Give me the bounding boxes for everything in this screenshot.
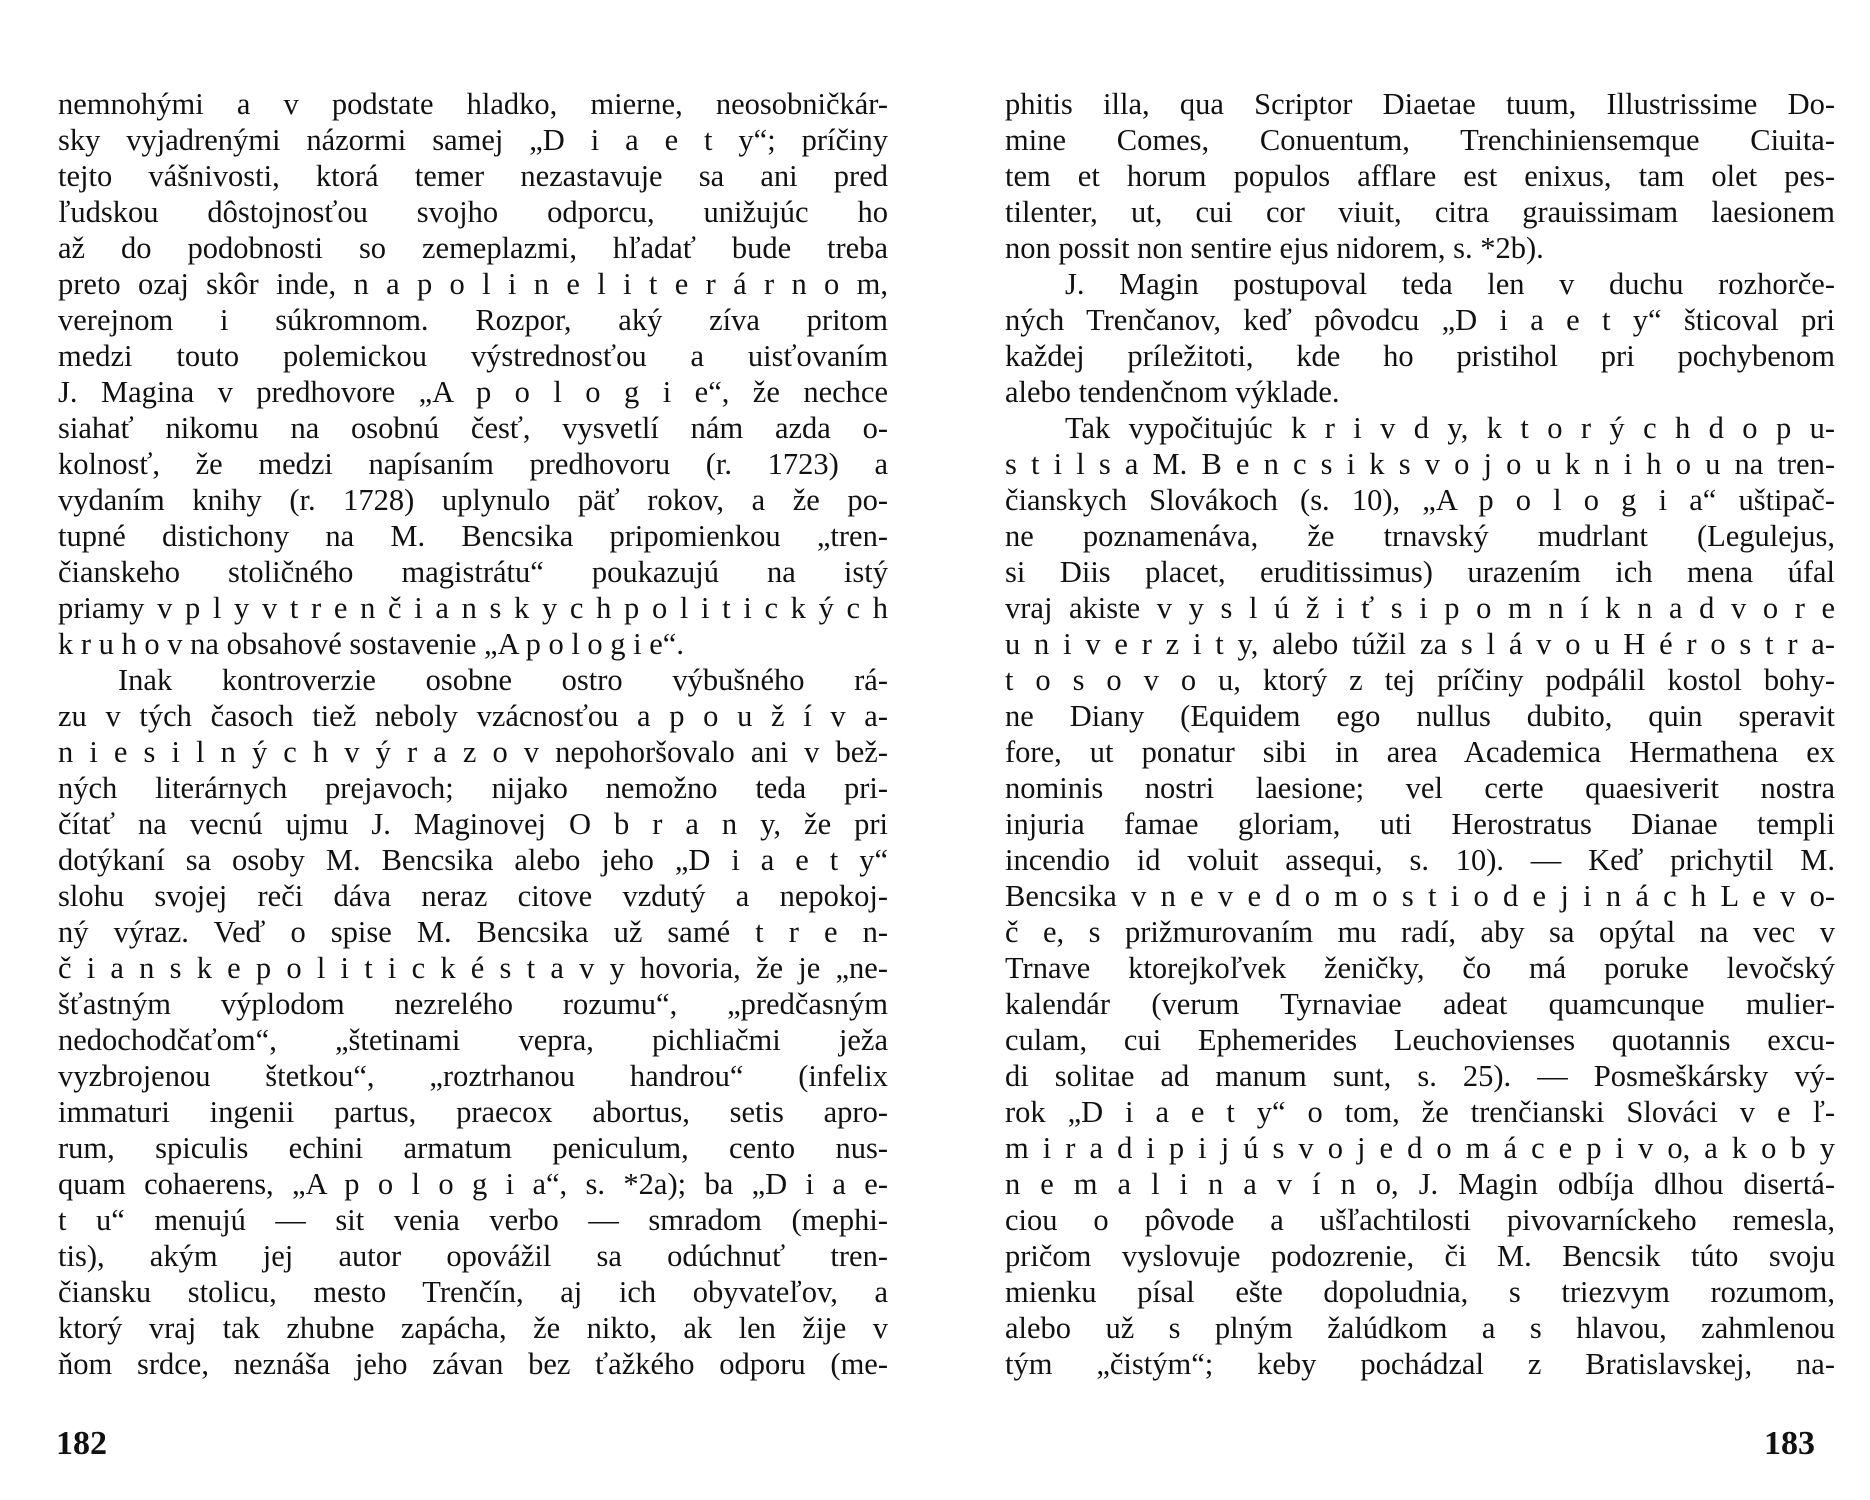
text-line: každej príležitoti, kde ho pristihol pri pochybenom (1005, 339, 1835, 373)
text-line: Bencsika v n e v e d o m o s t i o d e j i n á c h L e v o- (1005, 879, 1835, 913)
text-line: čiansku stolicu, mesto Trenčín, aj ich obyvateľov, a (58, 1275, 888, 1309)
text-line: kolnosť, že medzi napísaním predhovoru (r. 1723) a (58, 447, 888, 481)
left-page-number: 182 (56, 1425, 107, 1462)
text-line: vyzbrojenou štetkou“, „roztrhanou handrou“ (infelix (58, 1059, 888, 1093)
text-line: mienku písal ešte dopoludnia, s triezvym rozumom, (1005, 1275, 1835, 1309)
text-line: t o s o v o u, ktorý z tej príčiny podpálil kostol bohy- (1005, 663, 1835, 697)
text-line: si Diis placet, eruditissimus) urazením ich mena úfal (1005, 555, 1835, 589)
text-line: ktorý vraj tak zhubne zapácha, že nikto, ak len žije v (58, 1311, 888, 1345)
text-line: č e, s prižmurovaním mu radí, aby sa opýtal na vec v (1005, 915, 1835, 949)
text-line: kalendár (verum Tyrnaviae adeat quamcunque mulier- (1005, 987, 1835, 1021)
text-line: tým „čistým“; keby pochádzal z Bratislavskej, na- (1005, 1347, 1835, 1381)
text-line: pričom vyslovuje podozrenie, či M. Bencsik túto svoju (1005, 1239, 1835, 1273)
text-line: rum, spiculis echini armatum peniculum, cento nus- (58, 1131, 888, 1165)
right-page-number: 183 (1764, 1425, 1815, 1462)
text-line: k r u h o v na obsahové sostavenie „A p o l o g i e“. (58, 627, 684, 661)
text-line: J. Magin postupoval teda len v duchu rozhorče- (1065, 267, 1835, 301)
text-line: ňom srdce, neznáša jeho závan bez ťažkého odporu (me- (58, 1347, 888, 1381)
text-line: vydaním knihy (r. 1728) uplynulo päť rokov, a že po- (58, 483, 888, 517)
text-line: ne poznamenáva, že trnavský mudrlant (Legulejus, (1005, 519, 1835, 553)
text-line: siahať nikomu na osobnú česť, vysvetlí nám azda o- (58, 411, 888, 445)
text-line: preto ozaj skôr inde, n a p o l i n e l i t e r á r n o m, (58, 267, 888, 301)
text-line: alebo už s plným žalúdkom a s hlavou, zahmlenou (1005, 1311, 1835, 1345)
text-line: incendio id voluit assequi, s. 10). — Keď prichytil M. (1005, 843, 1835, 877)
text-line: slohu svojej reči dáva neraz citove vzdutý a nepokoj- (58, 879, 888, 913)
text-line: tem et horum populos afflare est enixus, tam olet pes- (1005, 159, 1835, 193)
left-page-text (58, 86, 888, 1382)
text-line: injuria famae gloriam, uti Herostratus Dianae templi (1005, 807, 1835, 841)
text-line: verejnom i súkromnom. Rozpor, aký zíva pritom (58, 303, 888, 337)
text-line: s t i l s a M. B e n c s i k s v o j o u k n i h o u na tren- (1005, 447, 1835, 481)
text-line: ne Diany (Equidem ego nullus dubito, quin speravit (1005, 699, 1835, 733)
text-line: tis), akým jej autor opovážil sa odúchnuť tren- (58, 1239, 888, 1273)
text-line: čianskych Slovákoch (s. 10), „A p o l o g i a“ uštipač- (1005, 483, 1835, 517)
text-line: sky vyjadrenými názormi samej „D i a e t y“; príčiny (58, 123, 888, 157)
text-line: č i a n s k e p o l i t i c k é s t a v y hovoria, že je „ne- (58, 951, 888, 985)
text-line: tupné distichony na M. Bencsika pripomienkou „tren- (58, 519, 888, 553)
text-line: immaturi ingenii partus, praecox abortus, setis apro- (58, 1095, 888, 1129)
text-line: čítať na vecnú ujmu J. Maginovej O b r a n y, že pri (58, 807, 888, 841)
text-line: zu v tých časoch tiež neboly vzácnosťou a p o u ž í v a- (58, 699, 888, 733)
text-line: ných Trenčanov, keď pôvodcu „D i a e t y“ šticoval pri (1005, 303, 1835, 337)
text-line: ciou o pôvode a ušľachtilosti pivovarníckeho remesla, (1005, 1203, 1835, 1237)
text-line: Trnave ktorejkoľvek ženičky, čo má poruke levočský (1005, 951, 1835, 985)
text-line: ný výraz. Veď o spise M. Bencsika už samé t r e n- (58, 915, 888, 949)
text-line: J. Magina v predhovore „A p o l o g i e“, že nechce (58, 375, 888, 409)
text-line: ľudskou dôstojnosťou svojho odporcu, unižujúc ho (58, 195, 888, 229)
text-line: alebo tendenčnom výklade. (1005, 375, 1340, 409)
text-line: dotýkaní sa osoby M. Bencsika alebo jeho „D i a e t y“ (58, 843, 888, 877)
text-line: u n i v e r z i t y, alebo túžil za s l á v o u H é r o s t r a- (1005, 627, 1835, 661)
text-line: priamy v p l y v t r e n č i a n s k y c h p o l i t i c k ý c h (58, 591, 888, 625)
text-line: phitis illa, qua Scriptor Diaetae tuum, Illustrissime Do- (1005, 87, 1835, 121)
text-line: n i e s i l n ý c h v ý r a z o v nepohoršovalo ani v bež- (58, 735, 888, 769)
text-line: vraj akiste v y s l ú ž i ť s i p o m n í k n a d v o r e (1005, 591, 1835, 625)
text-line: tejto vášnivosti, ktorá temer nezastavuje sa ani pred (58, 159, 888, 193)
text-line: medzi touto polemickou výstrednosťou a uisťovaním (58, 339, 888, 373)
text-line: culam, cui Ephemerides Leuchovienses quotannis excu- (1005, 1023, 1835, 1057)
right-page-text (1005, 86, 1835, 1382)
text-line: Inak kontroverzie osobne ostro výbušného rá- (118, 663, 888, 697)
text-line: ných literárnych prejavoch; nijako nemožno teda pri- (58, 771, 888, 805)
text-line: tilenter, ut, cui cor viuit, citra grauissimam laesionem (1005, 195, 1835, 229)
text-line: non possit non sentire ejus nidorem, s. *2b). (1005, 231, 1544, 265)
text-line: až do podobnosti so zemeplazmi, hľadať bude treba (58, 231, 888, 265)
text-line: šťastným výplodom nezrelého rozumu“, „predčasným (58, 987, 888, 1021)
text-line: mine Comes, Conuentum, Trenchiniensemque Ciuita- (1005, 123, 1835, 157)
text-line: Tak vypočitujúc k r i v d y, k t o r ý c h d o p u- (1065, 411, 1835, 445)
text-line: nemnohými a v podstate hladko, mierne, neosobničkár- (58, 87, 888, 121)
text-line: m i r a d i p i j ú s v o j e d o m á c e p i v o, a k o b y (1005, 1131, 1835, 1165)
text-line: quam cohaerens, „A p o l o g i a“, s. *2a); ba „D i a e- (58, 1167, 888, 1201)
text-line: fore, ut ponatur sibi in area Academica Hermathena ex (1005, 735, 1835, 769)
text-line: čianskeho stoličného magistrátu“ poukazujú na istý (58, 555, 888, 589)
text-line: rok „D i a e t y“ o tom, že trenčianski Slováci v e ľ- (1005, 1095, 1835, 1129)
text-line: n e m a l i n a v í n o, J. Magin odbíja dlhou disertá- (1005, 1167, 1835, 1201)
text-line: di solitae ad manum sunt, s. 25). — Posmeškársky vý- (1005, 1059, 1835, 1093)
text-line: t u“ menujú — sit venia verbo — smradom (mephi- (58, 1203, 888, 1237)
text-line: nominis nostri laesione; vel certe quaesiverit nostra (1005, 771, 1835, 805)
text-line: nedochodčaťom“, „štetinami vepra, pichliačmi ježa (58, 1023, 888, 1057)
